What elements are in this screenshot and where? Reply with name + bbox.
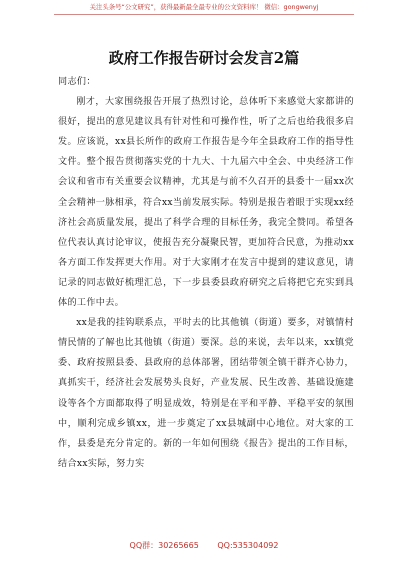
top-banner: 关注头条号“公文研究”，获得最新最全最专业的公文资料库！ 微信：gongwenyj	[89, 3, 319, 11]
header-divider	[54, 14, 354, 15]
document-title: 政府工作报告研讨会发言2篇	[108, 49, 300, 67]
document-body	[58, 72, 354, 474]
footer-qq-group: QQ群：30265665	[129, 541, 199, 550]
salutation: 同志们：	[58, 77, 96, 87]
body-paragraph: xx是我的挂钩联系点，平时去的比其他镇（街道）要多，对镇情村情民情的了解也比其他镇（街道）要深。总的来说，去年以来，xx镇党委、政府按照县委、县政府的总体部署，团结带领全镇干群齐心协力，真抓实干，经济社会发展势头良好，产业发展、民生改善、基础设施建设等各个方面都取得了明显成效，特别是在平和平静、平稳平安的氛围中，顺利完成乡镇xx，进一步奠定了xx县城副中心地位。对大家的工作，县委是充分肯定的。新的一年如何围绕《报告》提出的工作目标，结合xx实际，努力实	[58, 318, 354, 469]
footer	[0, 540, 408, 551]
body-paragraph: 刚才，大家围绕报告开展了热烈讨论，总体听下来感觉大家都讲的很好，提出的意见建议具有针对性和可操作性，听了之后也给我很多启发。应该说，xx县长所作的政府工作报告是今年全县政府工作的指导性文件。整个报告贯彻落实党的十九大、十九届六中全会、中央经济工作会议和省市有关重要会议精神，尤其是与前不久召开的县委十一届xx次全会精神一脉相承，符合xx当前发展实际。特别是报告着眼于实现xx经济社会高质量发展，提出了科学合理的目标任务，我完全赞同。希望各位代表认真讨论审议，使报告充分凝聚民智，更加符合民意，为推动xx各方面工作发挥更大作用。对于大家刚才在发言中提到的建议意见，请记录的同志做好梳理汇总，下一步县委县政府研究之后将把它充实到具体的工作中去。	[58, 97, 354, 309]
footer-qq: QQ:535304092	[217, 541, 279, 550]
